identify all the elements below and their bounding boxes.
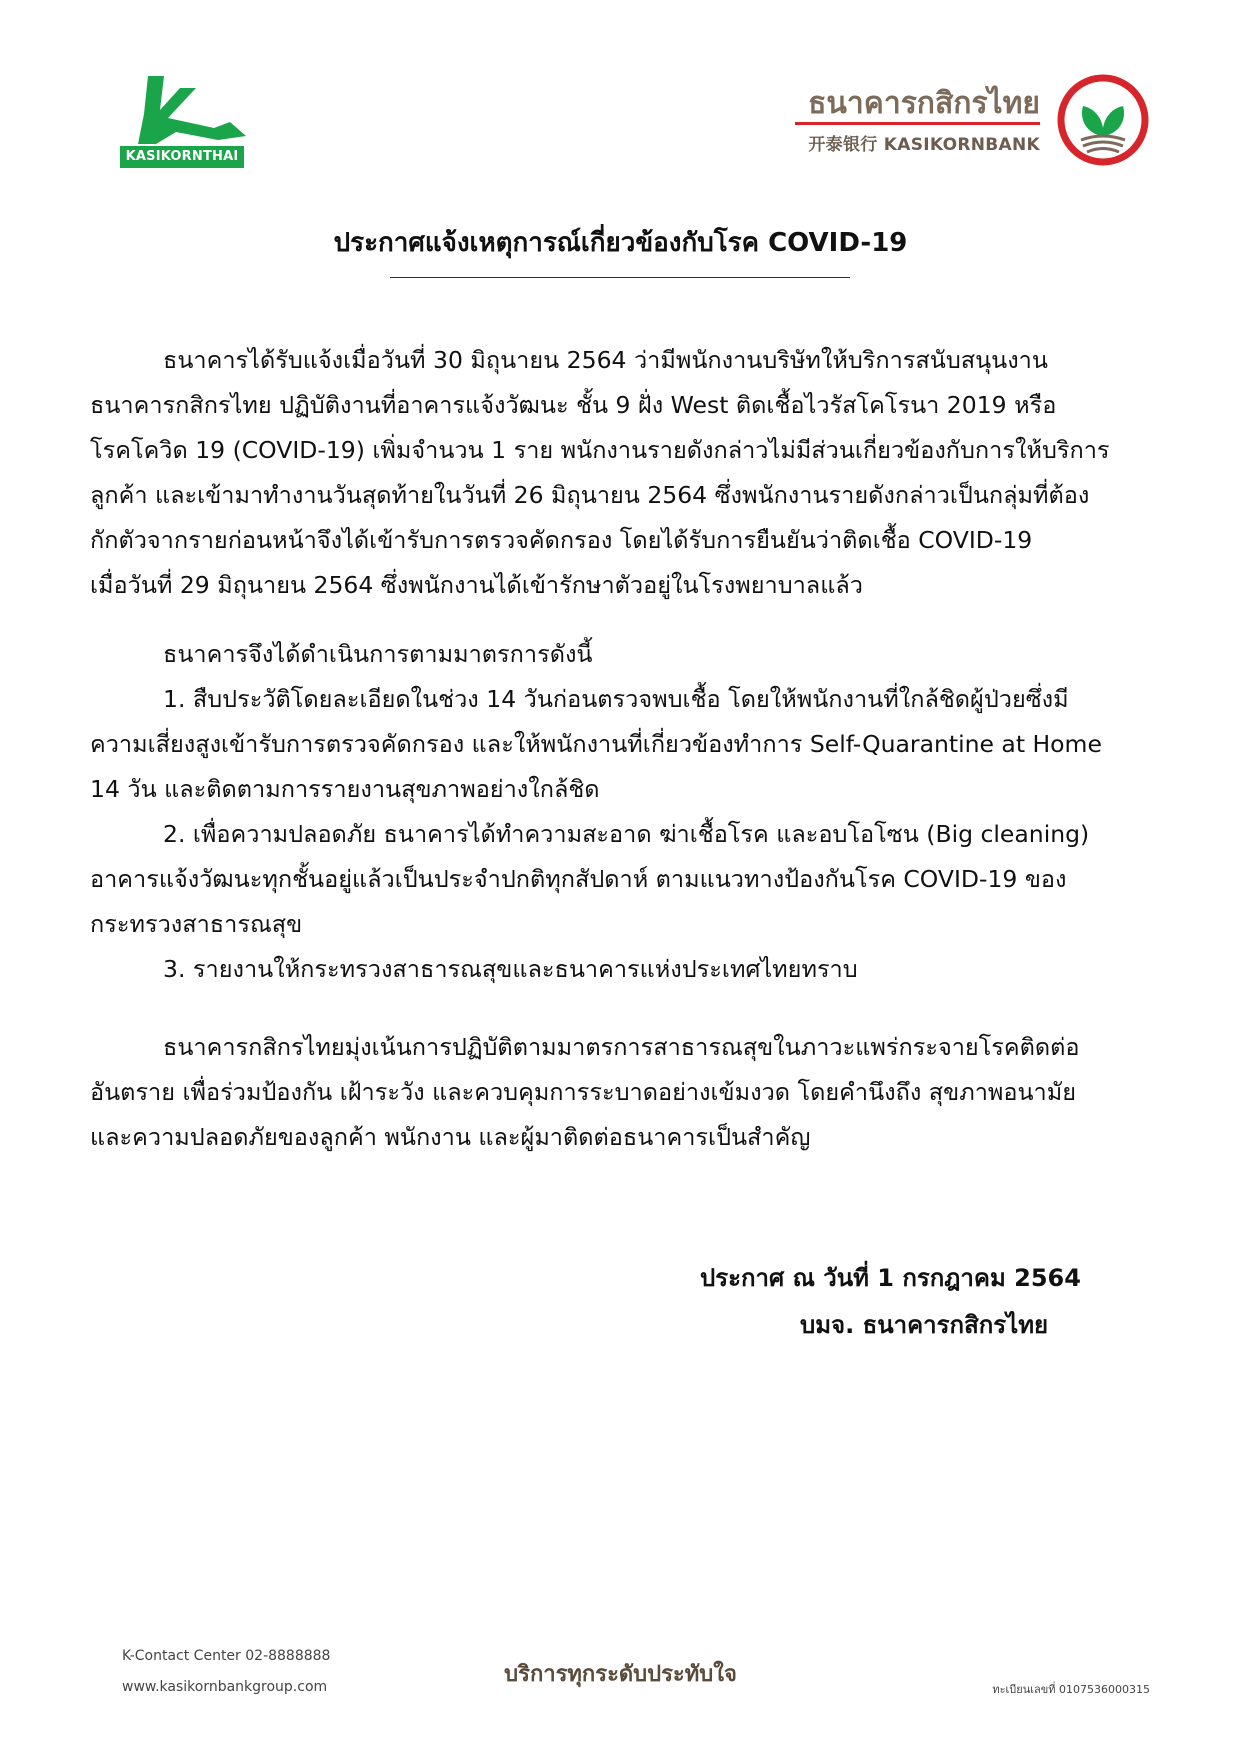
bank-name-en: 开泰银行 KASIKORNBANK (808, 135, 1040, 155)
company-signature: บมจ. ธนาคารกสิกรไทย (800, 1311, 1049, 1339)
paragraph-line: กักตัวจากรายก่อนหน้าจึงได้เข้ารับการตรวจคัดกรอง โดยได้รับการยืนยันว่าติดเชื้อ COVID-19 (90, 526, 1033, 554)
paragraph-incident (90, 338, 1145, 608)
kasikornthai-label: KASIKORNTHAI (120, 146, 244, 168)
footer-contact: K-Contact Center 02-8888888 (122, 1648, 331, 1664)
paragraph-commitment (90, 1025, 1145, 1160)
kasikornthai-k-mark-icon (118, 74, 248, 148)
paragraph-line: และความปลอดภัยของลูกค้า พนักงาน และผู้มาติดต่อธนาคารเป็นสำคัญ (90, 1123, 811, 1151)
announcement-date: ประกาศ ณ วันที่ 1 กรกฎาคม 2564 (700, 1264, 1081, 1292)
paragraph-line: อันตราย เพื่อร่วมป้องกัน เฝ้าระวัง และควบคุมการระบาดอย่างเข้มงวด โดยคำนึงถึง สุขภาพอนามัย (90, 1078, 1077, 1106)
paragraph-line: เมื่อวันที่ 29 มิถุนายน 2564 ซึ่งพนักงานได้เข้ารักษาตัวอยู่ในโรงพยาบาลแล้ว (90, 571, 863, 599)
kasikornthai-logo (118, 74, 248, 174)
paragraph-line: ลูกค้า และเข้ามาทำงานวันสุดท้ายในวันที่ 26 มิถุนายน 2564 ซึ่งพนักงานรายดังกล่าวเป็นกลุ่มที่ต้อง (90, 481, 1090, 509)
paragraph-line: ธนาคารกสิกรไทยมุ่งเน้นการปฏิบัติตามมาตรการสาธารณสุขในภาวะแพร่กระจายโรคติดต่อ (163, 1033, 1080, 1061)
paragraph-line: ธนาคารกสิกรไทย ปฏิบัติงานที่อาคารแจ้งวัฒนะ ชั้น 9 ฝั่ง West ติดเชื้อไวรัสโคโรนา 2019 หรือ (90, 391, 1057, 419)
footer-website: www.kasikornbankgroup.com (122, 1679, 328, 1695)
kbank-emblem-icon (1057, 74, 1149, 166)
bank-name-thai: ธนาคารกสิกรไทย (808, 86, 1040, 121)
paragraph-line: 14 วัน และติดตามการรายงานสุขภาพอย่างใกล้ชิด (90, 775, 600, 803)
paragraph-line: กระทรวงสาธารณสุข (90, 910, 303, 938)
paragraph-measures (90, 632, 1145, 992)
bank-name-divider (795, 122, 1040, 125)
footer-slogan: บริการทุกระดับประทับใจ (504, 1662, 737, 1687)
measure-item-2: 2. เพื่อความปลอดภัย ธนาคารได้ทำความสะอาด ฆ่าเชื้อโรค และอบโอโซน (Big cleaning) (163, 820, 1090, 848)
footer-registration: ทะเบียนเลขที่ 0107536000315 (992, 1683, 1150, 1696)
paragraph-line: อาคารแจ้งวัฒนะทุกชั้นอยู่แล้วเป็นประจำปกติทุกสัปดาห์ ตามแนวทางป้องกันโรค COVID-19 ของ (90, 865, 1067, 893)
paragraph-line: ธนาคารได้รับแจ้งเมื่อวันที่ 30 มิถุนายน 2564 ว่ามีพนักงานบริษัทให้บริการสนับสนุนงาน (163, 346, 1048, 374)
paragraph-line: โรคโควิด 19 (COVID-19) เพิ่มจำนวน 1 ราย พนักงานรายดังกล่าวไม่มีส่วนเกี่ยวข้องกับการให้บริการ (90, 436, 1110, 464)
paragraph-line: ความเสี่ยงสูงเข้ารับการตรวจคัดกรอง และให้พนักงานที่เกี่ยวข้องทำการ Self-Quarantine at Home (90, 730, 1102, 758)
paragraph-line: ธนาคารจึงได้ดำเนินการตามมาตรการดังนี้ (163, 640, 593, 668)
kasikornbank-logo (795, 74, 1165, 174)
measure-item-3: 3. รายงานให้กระทรวงสาธารณสุขและธนาคารแห่งประเทศไทยทราบ (163, 955, 858, 983)
title-divider (390, 277, 850, 278)
measure-item-1: 1. สืบประวัติโดยละเอียดในช่วง 14 วันก่อนตรวจพบเชื้อ โดยให้พนักงานที่ใกล้ชิดผู้ป่วยซึ่งมี (163, 685, 1069, 713)
page-title: ประกาศแจ้งเหตุการณ์เกี่ยวข้องกับโรค COVID-19 (333, 228, 908, 258)
